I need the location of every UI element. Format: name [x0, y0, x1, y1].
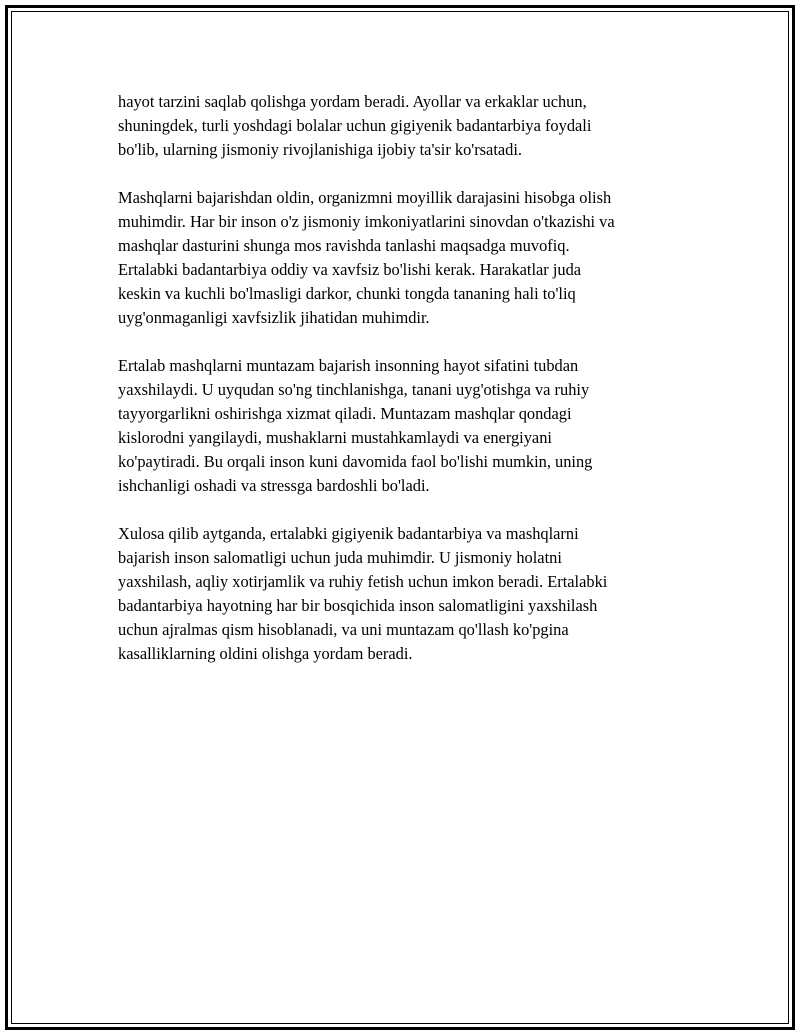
text-line: mashqlar dasturini shunga mos ravishda tanlashi maqsadga muvofiq.: [118, 236, 570, 255]
text-line: uyg'onmaganligi xavfsizlik jihatidan muhimdir.: [118, 308, 430, 327]
text-line: muhimdir. Har bir inson o'z jismoniy imkoniyatlarini sinovdan o'tkazishi va: [118, 212, 615, 231]
text-line: kislorodni yangilaydi, mushaklarni mustahkamlaydi va energiyani: [118, 428, 552, 447]
text-line: hayot tarzini saqlab qolishga yordam beradi. Ayollar va erkaklar uchun,: [118, 92, 587, 111]
text-line: shuningdek, turli yoshdagi bolalar uchun gigiyenik badantarbiya foydali: [118, 116, 592, 135]
document-body: [118, 90, 688, 690]
text-line: bo'lib, ularning jismoniy rivojlanishiga ijobiy ta'sir ko'rsatadi.: [118, 140, 523, 159]
text-line: tayyorgarlikni oshirishga xizmat qiladi. Muntazam mashqlar qondagi: [118, 404, 572, 423]
text-line: ishchanligi oshadi va stressga bardoshli bo'ladi.: [118, 476, 430, 495]
text-line: yaxshilash, aqliy xotirjamlik va ruhiy fetish uchun imkon beradi. Ertalabki: [118, 572, 608, 591]
paragraph: [118, 354, 688, 498]
text-line: ko'paytiradi. Bu orqali inson kuni davomida faol bo'lishi mumkin, uning: [118, 452, 593, 471]
paragraph: [118, 522, 688, 666]
text-line: bajarish inson salomatligi uchun juda muhimdir. U jismoniy holatni: [118, 548, 562, 567]
text-line: badantarbiya hayotning har bir bosqichida inson salomatligini yaxshilash: [118, 596, 598, 615]
text-line: Ertalab mashqlarni muntazam bajarish insonning hayot sifatini tubdan: [118, 356, 579, 375]
paragraph: [118, 186, 688, 330]
text-line: Xulosa qilib aytganda, ertalabki gigiyenik badantarbiya va mashqlarni: [118, 524, 579, 543]
paragraph: [118, 90, 688, 162]
text-line: Ertalabki badantarbiya oddiy va xavfsiz bo'lishi kerak. Harakatlar juda: [118, 260, 582, 279]
text-line: Mashqlarni bajarishdan oldin, organizmni moyillik darajasini hisobga olish: [118, 188, 612, 207]
text-line: keskin va kuchli bo'lmasligi darkor, chunki tongda tananing hali to'liq: [118, 284, 576, 303]
text-line: yaxshilaydi. U uyqudan so'ng tinchlanishga, tanani uyg'otishga va ruhiy: [118, 380, 590, 399]
text-line: kasalliklarning oldini olishga yordam beradi.: [118, 644, 413, 663]
text-line: uchun ajralmas qism hisoblanadi, va uni muntazam qo'llash ko'pgina: [118, 620, 569, 639]
